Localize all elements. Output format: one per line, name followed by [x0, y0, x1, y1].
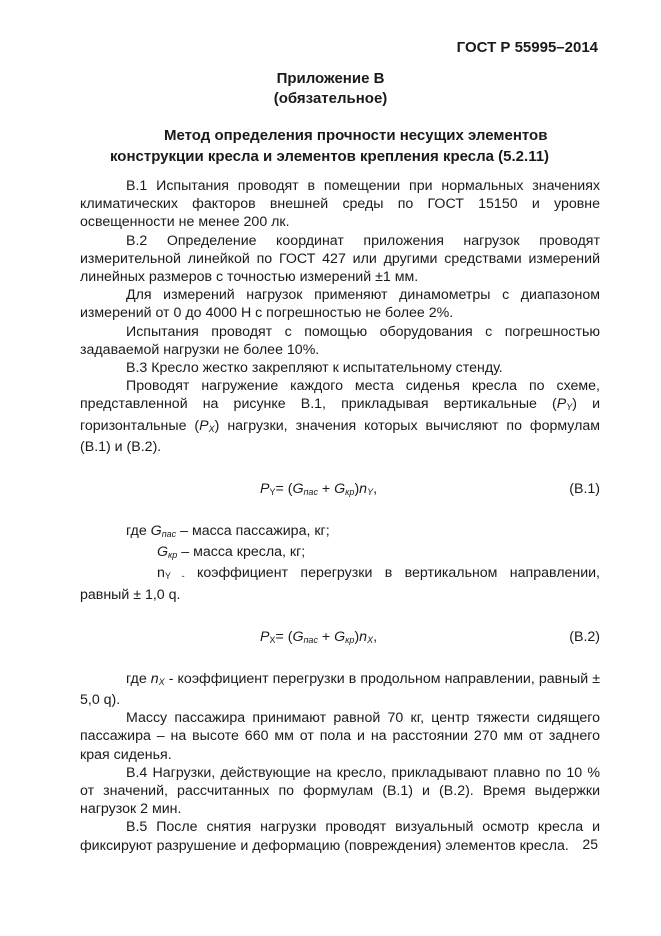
paragraph-b1: В.1 Испытания проводят в помещении при нормальных значениях климатических факторов внешней среды по ГОСТ 15150 и уровне освещенности не менее 200 лк.	[80, 178, 600, 231]
where-seat-mass: $G_{кр}$ – масса кресла, кг;	[157, 544, 306, 561]
formula-b2-expression: $P_X= (G_{пас} + G_{кр})n_X$,	[260, 628, 378, 645]
paragraph-dynamometers: Для измерений нагрузок применяют динамометры с диапазоном измерений от 0 до 4000 Н с погрешностью не более 2%.	[80, 287, 600, 322]
standard-code: ГОСТ Р 55995–2014	[456, 39, 598, 56]
where-vertical-coef: $n_{Y -}$ коэффициент перегрузки в вертикальном направлении, равный ± 1,0 q.	[80, 565, 600, 603]
formula-b2	[80, 604, 600, 670]
appendix-title: Приложение В	[276, 70, 385, 87]
where-longitudinal-coef: где $n_X$ - коэффициент перегрузки в продольном направлении, равный ± 5,0 q).	[80, 670, 600, 709]
paragraph-b5: В.5 После снятия нагрузки проводят визуальный осмотр кресла и фиксируют разрушение и деформацию (повреждения) элементов кресла.	[80, 819, 600, 854]
method-heading-line2: конструкции кресла и элементов крепления кресла (5.2.11)	[110, 148, 550, 165]
formula-b1-number: (В.1)	[569, 481, 600, 498]
document-body	[80, 177, 600, 855]
paragraph-b4: В.4 Нагрузки, действующие на кресло, прикладывают плавно по 10 % от значений, рассчитанных по формулам (В.1) и (В.2). Время выдержки нагрузок 2 мин.	[80, 764, 600, 818]
formula-b1	[80, 456, 600, 522]
appendix-status: (обязательное)	[273, 90, 388, 107]
formula-b2-number: (В.2)	[569, 628, 600, 645]
where-passenger-mass: где $G_{пас}$ – масса пассажира, кг;	[126, 523, 330, 540]
page-number: 25	[582, 836, 598, 852]
paragraph-loading: Проводят нагружение каждого места сиденья кресла по схеме, представленной на рисунке В.1, прикладывая вертикальные $(P_Y)$ и горизонтальные $(P_X)$ нагрузки, значения которых вычисляют по формулам (В.1) и (В.2).	[80, 378, 601, 455]
paragraph-test-equipment: Испытания проводят с помощью оборудования с погрешностью задаваемой нагрузки не более 10%.	[80, 323, 600, 358]
paragraph-b2: В.2 Определение координат приложения нагрузок проводят измерительной линейкой по ГОСТ 427 или другими средствами измерений линейных размеров с точностью измерений ±1 мм.	[80, 232, 600, 286]
paragraph-passenger-mass: Массу пассажира принимают равной 70 кг, центр тяжести сидящего пассажира – на высоте 660 мм от пола и на расстоянии 270 мм от заднего края сиденья.	[80, 710, 600, 763]
method-heading	[80, 125, 600, 167]
paragraph-b3: В.3 Кресло жестко закрепляют к испытательному стенду.	[126, 360, 503, 377]
method-heading-line1: Метод определения прочности несущих элементов	[164, 127, 548, 144]
formula-b1-expression: $P_Y= (G_{пас} + G_{кр})n_Y$,	[260, 481, 378, 498]
